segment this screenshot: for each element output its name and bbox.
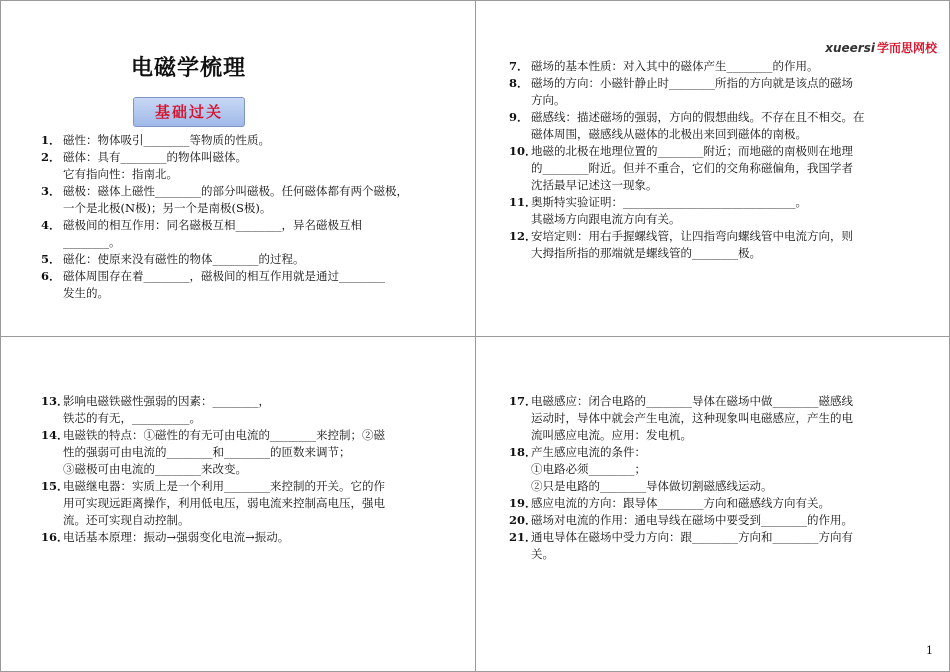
list-item: 11． 奥斯特实验证明：______________________________。 其磁场方向跟电流方向有关。 [509, 195, 807, 226]
list-item: 7． 磁场的基本性质：对入其中的磁体产生________的作用。 [509, 59, 819, 73]
item-list-1 [41, 132, 461, 302]
list-item: 21． 通电导体在磁场中受力方向：跟________方向和________方向有 关。 [509, 530, 853, 561]
list-item: 3． 磁极：磁体上磁性________的部分叫磁极。任何磁体都有两个磁极， 一个是北极(N极)；另一个是南极(S极)。 [41, 184, 408, 215]
list-item: 10． 地磁的北极在地理位置的________附近；而地磁的南极则在地理 的________附近。但并不重合，它们的交角称磁偏角，我国学者 沈括最早记述这一现象。 [509, 144, 853, 192]
list-item: 14． 电磁铁的特点：①磁性的有无可由电流的________来控制；②磁 性的强弱可由电流的________和________的匝数来调节； ③磁极可由电流的________来改变。 [41, 428, 385, 476]
list-item: 15． 电磁继电器：实质上是一个利用________来控制的开关。它的作 用可实现远距离操作，利用低电压，弱电流来控制高电压，强电 流。还可实现自动控制。 [41, 479, 385, 527]
slide-panel-2 [475, 0, 950, 337]
item-list-4 [509, 393, 939, 563]
list-item: 12． 安培定则：用右手握螺线管，让四指弯向螺线管中电流方向，则 大拇指所指的那端就是螺线管的________极。 [509, 229, 853, 260]
list-item: 6． 磁体周围存在着________，磁极间的相互作用就是通过________ 发生的。 [41, 269, 385, 300]
page-number: 1 [926, 644, 933, 657]
list-item: 16． 电话基本原理：振动→强弱变化电流→振动。 [41, 530, 290, 544]
brand-logo: xueersi 学而思网校 [825, 41, 937, 55]
list-item: 8． 磁场的方向：小磁针静止时________所指的方向就是该点的磁场 方向。 [509, 76, 853, 107]
item-list-3 [41, 393, 461, 546]
list-item: 20． 磁场对电流的作用：通电导线在磁场中要受到________的作用。 [509, 513, 853, 527]
list-item: 4． 磁极间的相互作用：同名磁极互相________，异名磁极互相 ________。 [41, 218, 362, 249]
slide-panel-4 [475, 336, 950, 672]
list-item: 1． 磁性：物体吸引________等物质的性质。 [41, 133, 270, 147]
list-item: 18． 产生感应电流的条件： ①电路必须________； ②只是电路的________导体做切割磁感线运动。 [509, 445, 773, 493]
list-item: 2． 磁体：具有________的物体叫磁体。 它有指向性：指南北。 [41, 150, 247, 181]
document-title: 电磁学梳理 [131, 55, 247, 81]
list-item: 13． 影响电磁铁磁性强弱的因素：________， 铁芯的有无，__________。 [41, 394, 270, 425]
section-badge: 基础过关 [133, 97, 245, 127]
list-item: 9． 磁感线：描述磁场的强弱，方向的假想曲线。不存在且不相交。在 磁体周围，磁感线从磁体的北极出来回到磁体的南极。 [509, 110, 865, 141]
list-item: 5． 磁化：使原来没有磁性的物体________的过程。 [41, 252, 305, 266]
slide-panel-3 [0, 336, 476, 672]
slide-panel-1 [0, 0, 476, 337]
list-item: 19． 感应电流的方向：跟导体________方向和磁感线方向有关。 [509, 496, 830, 510]
list-item: 17． 电磁感应：闭合电路的________导体在磁场中做________磁感线 运动时，导体中就会产生电流，这种现象叫电磁感应，产生的电 流叫感应电流。应用：发电机。 [509, 394, 853, 442]
item-list-2 [509, 58, 939, 262]
